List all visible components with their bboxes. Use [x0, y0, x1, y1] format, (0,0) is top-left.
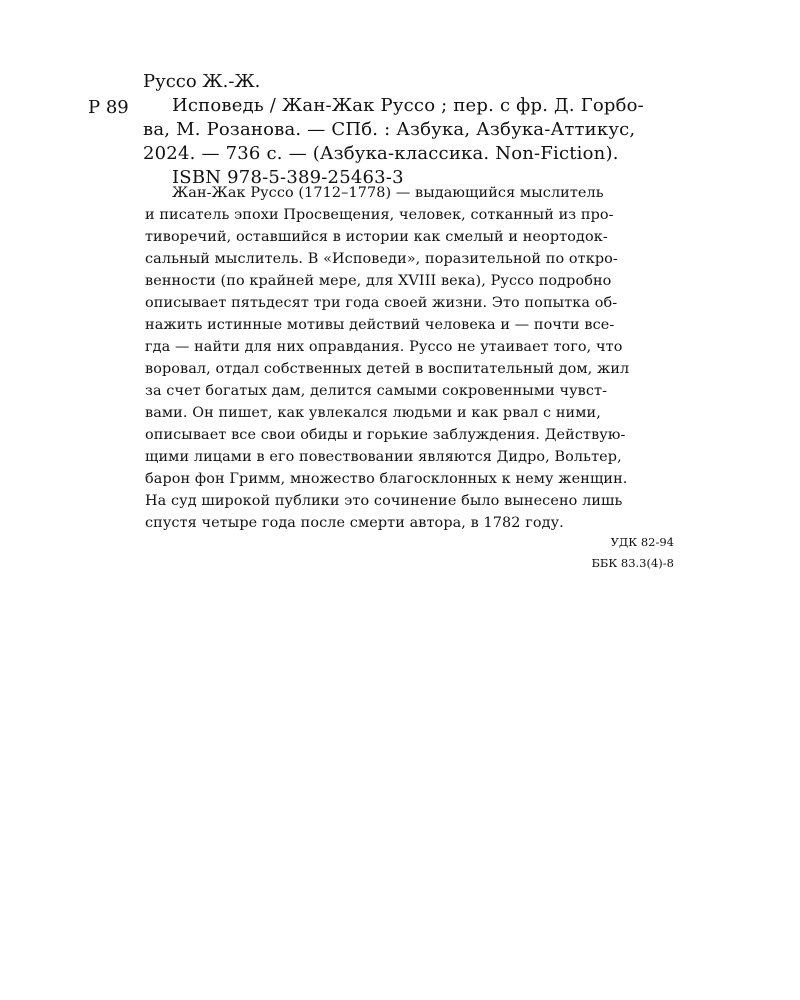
bbk-index: ББК 83.3(4)-8 [591, 556, 674, 570]
annotation-line: Жан-Жак Руссо (1712–1778) — выдающийся мыслитель [172, 185, 604, 201]
annotation-line: тиворечий, оставшийся в истории как смелый и неортодок- [145, 229, 608, 245]
annotation-line: щими лицами в его повествовании являются Дидро, Вольтер, [145, 449, 622, 465]
annotation-line: На суд широкой публики это сочинение было вынесено лишь [145, 493, 623, 509]
annotation-line: и писатель эпохи Просвещения, человек, сотканный из про- [145, 207, 614, 223]
annotation-line: описывает пятьдесят три года своей жизни. Это попытка об- [145, 295, 618, 311]
author-heading: Руссо Ж.-Ж. [143, 71, 261, 92]
udk-index: УДК 82-94 [610, 535, 674, 549]
annotation-line: нажить истинные мотивы действий человека и — почти все- [145, 317, 615, 333]
author-mark-code: Р 89 [88, 97, 129, 118]
bibliographic-line: Исповедь / Жан-Жак Руссо ; пер. с фр. Д. Горбо- [172, 95, 644, 116]
annotation-line: описывает все свои обиды и горькие заблуждения. Действую- [145, 427, 626, 443]
annotation-line: барон фон Гримм, множество благосклонных к нему женщин. [145, 471, 628, 487]
annotation-line: сальный мыслитель. В «Исповеди», поразительной по откро- [145, 251, 618, 267]
annotation-line: воровал, отдал собственных детей в воспитательный дом, жил [145, 361, 630, 377]
bibliographic-line: 2024. — 736 с. — (Азбука-классика. Non-Fiction). [143, 143, 619, 164]
annotation-line: спустя четыре года после смерти автора, в 1782 году. [145, 515, 564, 531]
annotation-line: вами. Он пишет, как увлекался людьми и как рвал с ними, [145, 405, 601, 421]
annotation-line: гда — найти для них оправдания. Руссо не утаивает того, что [145, 339, 623, 355]
bibliographic-line: ва, М. Розанова. — СПб. : Азбука, Азбука-Аттикус, [143, 119, 636, 140]
annotation-line: за счет богатых дам, делится самыми сокровенными чувст- [145, 383, 608, 399]
annotation-line: венности (по крайней мере, для XVIII века), Руссо подробно [145, 273, 612, 289]
isbn-line: ISBN 978-5-389-25463-3 [172, 167, 404, 188]
